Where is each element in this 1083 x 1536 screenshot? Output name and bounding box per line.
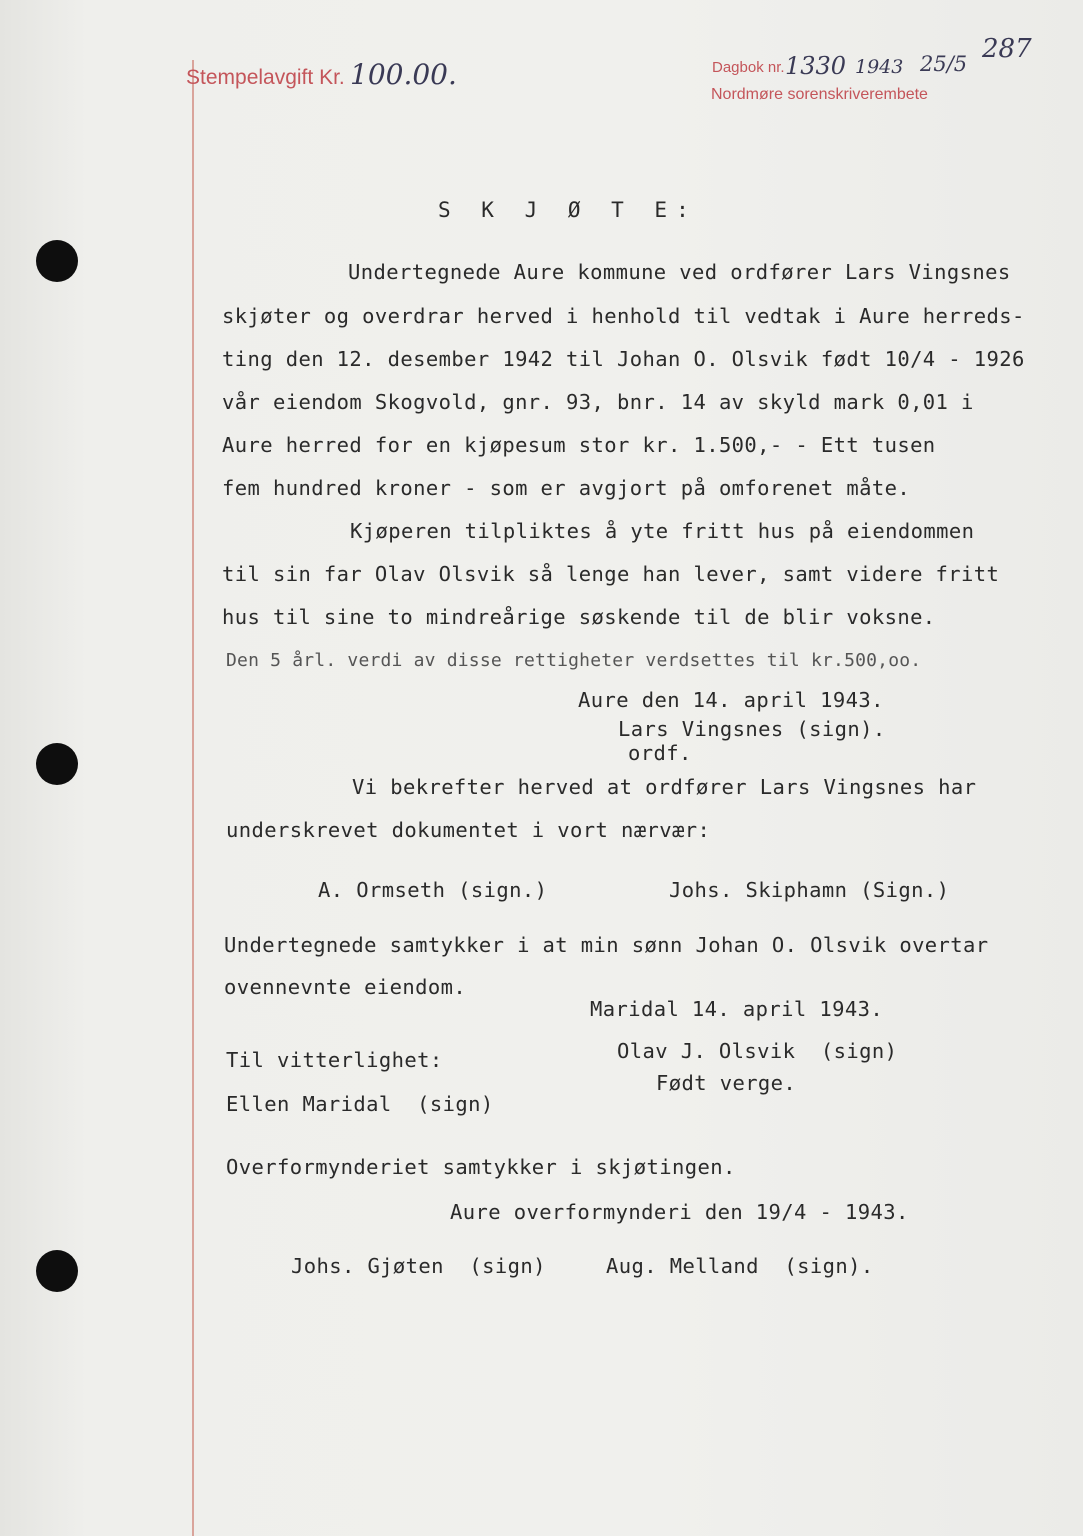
signature-title: Født verge. — [656, 1071, 797, 1095]
text-line: Undertegnede samtykker i at min sønn Johan O. Olsvik overtar — [224, 933, 989, 957]
punch-hole — [36, 1250, 78, 1292]
text-line: Vi bekrefter herved at ordfører Lars Vingsnes har — [352, 775, 977, 799]
text-line: vår eiendom Skogvold, gnr. 93, bnr. 14 av skyld mark 0,01 i — [222, 390, 974, 414]
text-line: Den 5 årl. verdi av disse rettigheter verdsettes til kr.500,oo. — [226, 650, 922, 671]
dagbok-label: Dagbok nr. — [712, 59, 785, 76]
signature-line: Lars Vingsnes (sign). — [618, 717, 886, 741]
dagbok-date: 25/5 — [920, 52, 968, 76]
text-line: Undertegnede Aure kommune ved ordfører Lars Vingsnes — [348, 260, 1011, 284]
place-date: Maridal 14. april 1943. — [590, 997, 884, 1021]
stamp-duty-amount: 100.00. — [350, 58, 457, 91]
text-line: fem hundred kroner - som er avgjort på omforenet måte. — [222, 476, 911, 500]
punch-hole — [36, 743, 78, 785]
text-line: Overformynderiet samtykker i skjøtingen. — [226, 1155, 736, 1179]
document-title: S K J Ø T E: — [438, 198, 698, 222]
witness-signature: Ellen Maridal (sign) — [226, 1092, 494, 1116]
text-line: ting den 12. desember 1942 til Johan O. Olsvik født 10/4 - 1926 — [222, 347, 1025, 371]
signature-title: ordf. — [628, 741, 692, 765]
stamp-duty-label: Stempelavgift Kr. — [186, 66, 345, 89]
page-number: 287 — [982, 34, 1032, 64]
place-date: Aure overformynderi den 19/4 - 1943. — [450, 1200, 909, 1224]
punch-hole — [36, 240, 78, 282]
text-line: underskrevet dokumentet i vort nærvær: — [226, 818, 711, 842]
signature-line: Aug. Melland (sign). — [606, 1254, 874, 1278]
text-line: ovennevnte eiendom. — [224, 975, 467, 999]
signature-line: Olav J. Olsvik (sign) — [617, 1039, 898, 1063]
text-line: Aure herred for en kjøpesum stor kr. 1.500,- - Ett tusen — [222, 433, 936, 457]
signature-line: Johs. Gjøten (sign) — [291, 1254, 546, 1278]
place-date: Aure den 14. april 1943. — [578, 688, 884, 712]
text-line: skjøter og overdrar herved i henhold til vedtak i Aure herreds- — [222, 304, 1025, 328]
red-margin-line — [192, 60, 194, 1536]
witness-signature: A. Ormseth (sign.) — [318, 878, 548, 902]
text-line: til sin far Olav Olsvik så lenge han lever, samt videre fritt — [222, 562, 1000, 586]
dagbok-number: 1330 — [785, 52, 847, 80]
office-stamp: Nordmøre sorenskriverembete — [711, 86, 928, 103]
witness-signature: Johs. Skiphamn (Sign.) — [669, 878, 950, 902]
text-line: Kjøperen tilpliktes å yte fritt hus på eiendommen — [350, 519, 975, 543]
text-line: hus til sine to mindreårige søskende til de blir voksne. — [222, 605, 936, 629]
text-line: Til vitterlighet: — [226, 1048, 443, 1072]
dagbok-year: 1943 — [855, 56, 904, 78]
